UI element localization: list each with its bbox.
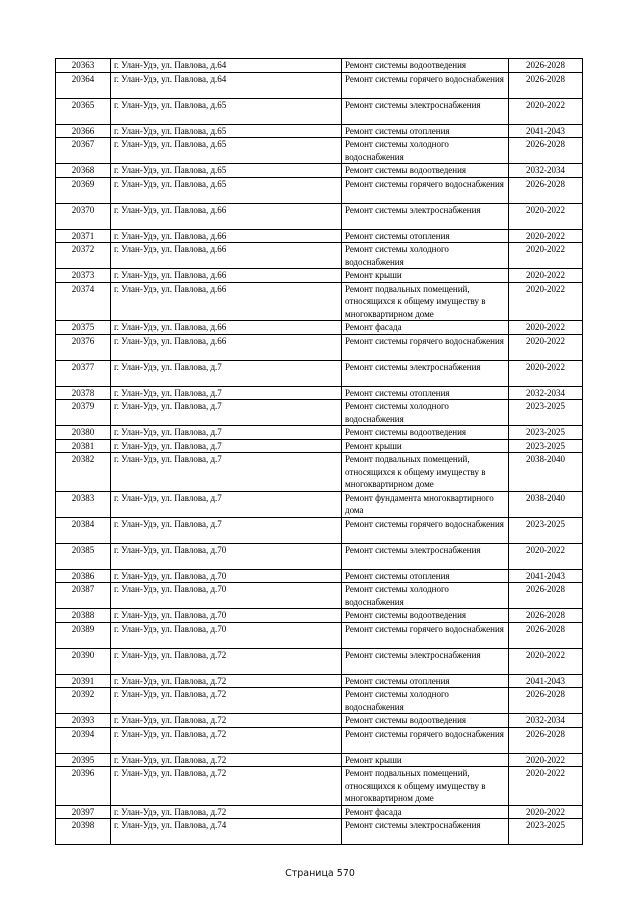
row-period: 2020-2022 (509, 269, 583, 283)
table-row (56, 622, 583, 648)
row-number: 20392 (56, 688, 111, 714)
row-work-type: Ремонт системы холодного водоснабжения (342, 583, 509, 609)
table-row (56, 543, 583, 569)
row-number: 20389 (56, 622, 111, 648)
row-address: г. Улан-Удэ, ул. Павлова, д.64 (111, 72, 342, 98)
row-period: 2038-2040 (509, 453, 583, 492)
table-row (56, 583, 583, 609)
row-address: г. Улан-Удэ, ул. Павлова, д.64 (111, 59, 342, 73)
row-number: 20377 (56, 360, 111, 386)
row-period: 2020-2022 (509, 753, 583, 767)
row-work-type: Ремонт подвальных помещений, относящихся к общему имуществу в многоквартирном доме (342, 282, 509, 321)
row-address: г. Улан-Удэ, ул. Павлова, д.66 (111, 229, 342, 243)
table-row (56, 243, 583, 269)
row-address: г. Улан-Удэ, ул. Павлова, д.72 (111, 753, 342, 767)
row-address: г. Улан-Удэ, ул. Павлова, д.70 (111, 569, 342, 583)
row-work-type: Ремонт фундамента многоквартирного дома (342, 491, 509, 517)
table-body (56, 59, 583, 845)
table-row (56, 321, 583, 335)
row-address: г. Улан-Удэ, ул. Павлова, д.72 (111, 727, 342, 753)
table-row (56, 400, 583, 426)
row-address: г. Улан-Удэ, ул. Павлова, д.65 (111, 177, 342, 203)
row-number: 20388 (56, 609, 111, 623)
row-period: 2023-2025 (509, 517, 583, 543)
table-row (56, 517, 583, 543)
table-row (56, 609, 583, 623)
row-work-type: Ремонт системы горячего водоснабжения (342, 517, 509, 543)
table-row (56, 805, 583, 819)
row-number: 20369 (56, 177, 111, 203)
row-address: г. Улан-Удэ, ул. Павлова, д.66 (111, 282, 342, 321)
row-work-type: Ремонт системы холодного водоснабжения (342, 400, 509, 426)
row-number: 20373 (56, 269, 111, 283)
row-number: 20397 (56, 805, 111, 819)
row-address: г. Улан-Удэ, ул. Павлова, д.7 (111, 439, 342, 453)
row-address: г. Улан-Удэ, ул. Павлова, д.7 (111, 453, 342, 492)
row-work-type: Ремонт системы горячего водоснабжения (342, 334, 509, 360)
row-number: 20395 (56, 753, 111, 767)
row-period: 2026-2028 (509, 688, 583, 714)
row-address: г. Улан-Удэ, ул. Павлова, д.72 (111, 714, 342, 728)
row-period: 2026-2028 (509, 59, 583, 73)
row-address: г. Улан-Удэ, ул. Павлова, д.7 (111, 517, 342, 543)
row-period: 2023-2025 (509, 426, 583, 440)
row-work-type: Ремонт системы электроснабжения (342, 360, 509, 386)
row-number: 20393 (56, 714, 111, 728)
row-number: 20394 (56, 727, 111, 753)
row-period: 2032-2034 (509, 714, 583, 728)
row-work-type: Ремонт системы электроснабжения (342, 819, 509, 845)
row-number: 20380 (56, 426, 111, 440)
row-work-type: Ремонт системы водоотведения (342, 59, 509, 73)
row-address: г. Улан-Удэ, ул. Павлова, д.66 (111, 334, 342, 360)
row-address: г. Улан-Удэ, ул. Павлова, д.7 (111, 386, 342, 400)
row-period: 2041-2043 (509, 569, 583, 583)
row-period: 2020-2022 (509, 805, 583, 819)
table-row (56, 386, 583, 400)
row-period: 2026-2028 (509, 583, 583, 609)
row-address: г. Улан-Удэ, ул. Павлова, д.65 (111, 164, 342, 178)
row-number: 20384 (56, 517, 111, 543)
row-work-type: Ремонт системы холодного водоснабжения (342, 138, 509, 164)
row-work-type: Ремонт фасада (342, 321, 509, 335)
row-number: 20368 (56, 164, 111, 178)
row-period: 2026-2028 (509, 727, 583, 753)
row-work-type: Ремонт системы отопления (342, 386, 509, 400)
row-period: 2032-2034 (509, 386, 583, 400)
row-work-type: Ремонт фасада (342, 805, 509, 819)
row-period: 2020-2022 (509, 543, 583, 569)
table-row (56, 72, 583, 98)
row-period: 2020-2022 (509, 648, 583, 674)
row-period: 2041-2043 (509, 124, 583, 138)
row-period: 2041-2043 (509, 674, 583, 688)
row-address: г. Улан-Удэ, ул. Павлова, д.72 (111, 648, 342, 674)
row-address: г. Улан-Удэ, ул. Павлова, д.72 (111, 767, 342, 806)
row-number: 20375 (56, 321, 111, 335)
row-address: г. Улан-Удэ, ул. Павлова, д.7 (111, 360, 342, 386)
row-period: 2023-2025 (509, 400, 583, 426)
row-number: 20363 (56, 59, 111, 73)
row-work-type: Ремонт системы электроснабжения (342, 543, 509, 569)
table-row (56, 426, 583, 440)
row-address: г. Улан-Удэ, ул. Павлова, д.70 (111, 622, 342, 648)
row-number: 20386 (56, 569, 111, 583)
table-row (56, 648, 583, 674)
row-work-type: Ремонт системы отопления (342, 569, 509, 583)
row-number: 20379 (56, 400, 111, 426)
row-period: 2020-2022 (509, 321, 583, 335)
row-address: г. Улан-Удэ, ул. Павлова, д.7 (111, 426, 342, 440)
row-number: 20391 (56, 674, 111, 688)
row-address: г. Улан-Удэ, ул. Павлова, д.72 (111, 688, 342, 714)
row-work-type: Ремонт системы электроснабжения (342, 648, 509, 674)
table-row (56, 819, 583, 845)
row-period: 2020-2022 (509, 767, 583, 806)
row-period: 2020-2022 (509, 229, 583, 243)
table-row (56, 177, 583, 203)
table-row (56, 98, 583, 124)
row-work-type: Ремонт системы горячего водоснабжения (342, 72, 509, 98)
row-address: г. Улан-Удэ, ул. Павлова, д.7 (111, 400, 342, 426)
row-period: 2020-2022 (509, 98, 583, 124)
table-row (56, 138, 583, 164)
row-number: 20366 (56, 124, 111, 138)
table-row (56, 282, 583, 321)
row-work-type: Ремонт подвальных помещений, относящихся к общему имуществу в многоквартирном доме (342, 453, 509, 492)
row-period: 2038-2040 (509, 491, 583, 517)
row-period: 2020-2022 (509, 243, 583, 269)
row-address: г. Улан-Удэ, ул. Павлова, д.72 (111, 805, 342, 819)
row-work-type: Ремонт крыши (342, 269, 509, 283)
table-row (56, 229, 583, 243)
row-number: 20387 (56, 583, 111, 609)
row-address: г. Улан-Удэ, ул. Павлова, д.7 (111, 491, 342, 517)
row-number: 20376 (56, 334, 111, 360)
row-work-type: Ремонт системы водоотведения (342, 714, 509, 728)
table-row (56, 569, 583, 583)
row-number: 20371 (56, 229, 111, 243)
row-address: г. Улан-Удэ, ул. Павлова, д.70 (111, 609, 342, 623)
row-period: 2020-2022 (509, 334, 583, 360)
row-work-type: Ремонт системы отопления (342, 674, 509, 688)
row-work-type: Ремонт системы холодного водоснабжения (342, 688, 509, 714)
row-address: г. Улан-Удэ, ул. Павлова, д.74 (111, 819, 342, 845)
table-row (56, 59, 583, 73)
row-work-type: Ремонт системы водоотведения (342, 164, 509, 178)
page-number: Страница 570 (285, 868, 355, 879)
row-work-type: Ремонт системы электроснабжения (342, 203, 509, 229)
table-row (56, 491, 583, 517)
row-number: 20381 (56, 439, 111, 453)
row-address: г. Улан-Удэ, ул. Павлова, д.66 (111, 243, 342, 269)
row-address: г. Улан-Удэ, ул. Павлова, д.65 (111, 124, 342, 138)
table-row (56, 688, 583, 714)
row-number: 20372 (56, 243, 111, 269)
row-number: 20378 (56, 386, 111, 400)
table-row (56, 360, 583, 386)
table-row (56, 439, 583, 453)
table-row (56, 203, 583, 229)
row-period: 2026-2028 (509, 609, 583, 623)
row-work-type: Ремонт системы горячего водоснабжения (342, 622, 509, 648)
table-row (56, 164, 583, 178)
row-work-type: Ремонт системы горячего водоснабжения (342, 727, 509, 753)
table-row (56, 453, 583, 492)
row-period: 2023-2025 (509, 439, 583, 453)
table-row (56, 124, 583, 138)
row-period: 2023-2025 (509, 819, 583, 845)
row-address: г. Улан-Удэ, ул. Павлова, д.66 (111, 203, 342, 229)
row-period: 2020-2022 (509, 360, 583, 386)
row-number: 20398 (56, 819, 111, 845)
row-number: 20364 (56, 72, 111, 98)
row-number: 20383 (56, 491, 111, 517)
row-period: 2020-2022 (509, 282, 583, 321)
row-number: 20367 (56, 138, 111, 164)
row-work-type: Ремонт подвальных помещений, относящихся к общему имуществу в многоквартирном доме (342, 767, 509, 806)
row-number: 20374 (56, 282, 111, 321)
row-work-type: Ремонт системы водоотведения (342, 609, 509, 623)
row-number: 20365 (56, 98, 111, 124)
row-work-type: Ремонт системы холодного водоснабжения (342, 243, 509, 269)
row-period: 2026-2028 (509, 622, 583, 648)
row-address: г. Улан-Удэ, ул. Павлова, д.66 (111, 321, 342, 335)
table-row (56, 767, 583, 806)
row-number: 20370 (56, 203, 111, 229)
row-address: г. Улан-Удэ, ул. Павлова, д.70 (111, 543, 342, 569)
table-row (56, 727, 583, 753)
row-address: г. Улан-Удэ, ул. Павлова, д.65 (111, 138, 342, 164)
row-work-type: Ремонт системы отопления (342, 124, 509, 138)
row-period: 2026-2028 (509, 72, 583, 98)
row-address: г. Улан-Удэ, ул. Павлова, д.65 (111, 98, 342, 124)
row-period: 2026-2028 (509, 177, 583, 203)
row-work-type: Ремонт крыши (342, 753, 509, 767)
table-row (56, 714, 583, 728)
row-work-type: Ремонт крыши (342, 439, 509, 453)
table-row (56, 269, 583, 283)
row-address: г. Улан-Удэ, ул. Павлова, д.70 (111, 583, 342, 609)
row-work-type: Ремонт системы водоотведения (342, 426, 509, 440)
row-number: 20390 (56, 648, 111, 674)
row-work-type: Ремонт системы электроснабжения (342, 98, 509, 124)
row-address: г. Улан-Удэ, ул. Павлова, д.66 (111, 269, 342, 283)
row-address: г. Улан-Удэ, ул. Павлова, д.72 (111, 674, 342, 688)
row-work-type: Ремонт системы горячего водоснабжения (342, 177, 509, 203)
table-row (56, 334, 583, 360)
row-number: 20382 (56, 453, 111, 492)
repair-schedule-table (55, 58, 583, 845)
row-work-type: Ремонт системы отопления (342, 229, 509, 243)
row-period: 2026-2028 (509, 138, 583, 164)
table-row (56, 674, 583, 688)
row-period: 2020-2022 (509, 203, 583, 229)
table-row (56, 753, 583, 767)
row-number: 20385 (56, 543, 111, 569)
row-number: 20396 (56, 767, 111, 806)
row-period: 2032-2034 (509, 164, 583, 178)
